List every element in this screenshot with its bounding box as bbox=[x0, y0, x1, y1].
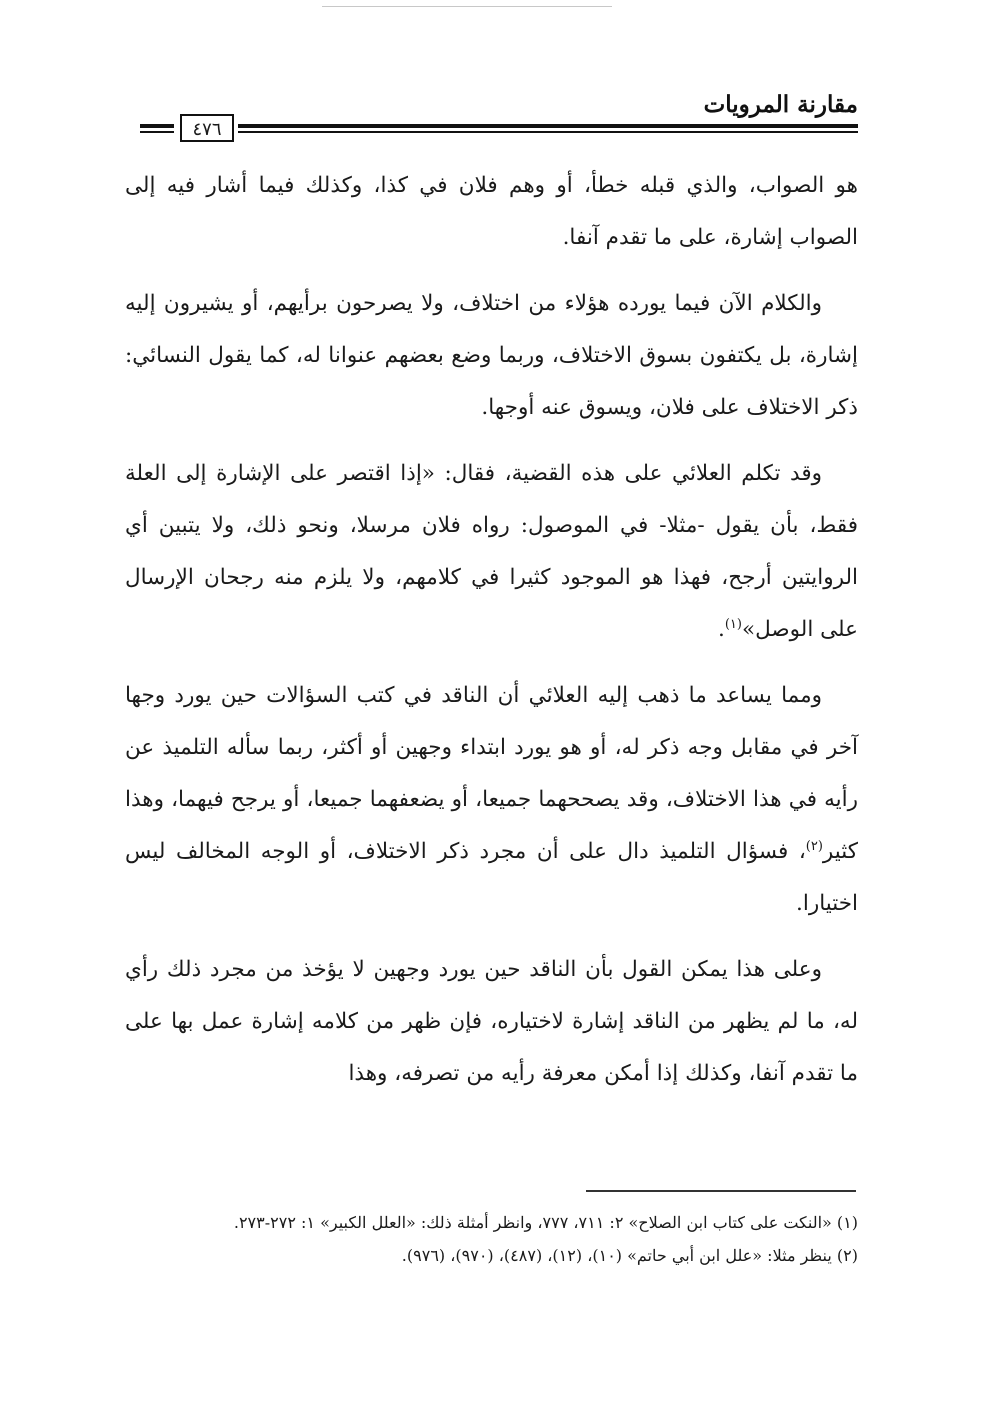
footnote-mark-2: (٢) bbox=[805, 838, 823, 854]
header-rule-thin bbox=[238, 131, 858, 133]
paragraph-4 bbox=[125, 670, 858, 930]
paragraph-4-continued: ، فسؤال التلميذ دال على أن مجرد ذكر الاختلاف، أو الوجه المخالف ليس اختيارا. bbox=[125, 839, 858, 916]
footnote-mark-1: (١) bbox=[724, 616, 742, 632]
paragraph-1: هو الصواب، والذي قبله خطأ، أو وهم فلان في كذا، وكذلك فيما أشار فيه إلى الصواب إشارة، على ما تقدم آنفا. bbox=[125, 173, 858, 250]
footnotes bbox=[125, 1206, 858, 1272]
page-number: ٤٧٦ bbox=[180, 114, 234, 142]
running-title: مقارنة المرويات bbox=[703, 91, 858, 118]
top-edge-line bbox=[322, 6, 612, 7]
header-rule-left-thick bbox=[140, 124, 174, 128]
footnote-2: (٢) ينظر مثلا: «علل ابن أبي حاتم» (١٠)، (١٢)، (٤٨٧)، (٩٧٠)، (٩٧٦). bbox=[401, 1246, 858, 1265]
footnote-1: (١) «النكت على كتاب ابن الصلاح» ٢: ٧١١، ٧٧٧، وانظر أمثلة ذلك: «العلل الكبير» ١: ٢٧٢-٢٧٣. bbox=[233, 1213, 858, 1232]
paragraph-3-text: وقد تكلم العلائي على هذه القضية، فقال: «إذا اقتصر على الإشارة إلى العلة فقط، بأن يقول -مثلا- في الموصول: رواه فلان مرسلا، ونحو ذلك، ولا يتبين أي الروايتين أرجح، فهذا هو الموجود كثيرا في كلامهم، ولا يلزم منه رجحان الإرسال على الوصل» bbox=[125, 461, 858, 642]
paragraph-3 bbox=[125, 448, 858, 656]
paragraph-5: وعلى هذا يمكن القول بأن الناقد حين يورد وجهين لا يؤخذ من مجرد ذلك رأي له، ما لم يظهر من الناقد إشارة لاختياره، فإن ظهر من كلامه إشارة عمل بها على ما تقدم آنفا، وكذلك إذا أمكن معرفة رأيه من تصرفه، وهذا bbox=[125, 957, 858, 1086]
header-rule-left-thin bbox=[140, 131, 174, 133]
paragraph-2: والكلام الآن فيما يورده هؤلاء من اختلاف، ولا يصرحون برأيهم، أو يشيرون إليه إشارة، بل يكتفون بسوق الاختلاف، وربما وضع بعضهم عنوانا له، كما يقول النسائي: ذكر الاختلاف على فلان، ويسوق عنه أوجها. bbox=[125, 291, 858, 420]
footnote-separator bbox=[586, 1190, 856, 1192]
header-rule-thick bbox=[238, 124, 858, 128]
main-text bbox=[125, 160, 858, 1108]
page-header bbox=[140, 90, 858, 150]
paragraph-4-text: ومما يساعد ما ذهب إليه العلائي أن الناقد في كتب السؤالات حين يورد وجها آخر في مقابل وجه ذكر له، أو هو يورد ابتداء وجهين أو أكثر، ربما سأله التلميذ عن رأيه في هذا الاختلاف، وقد يصححهما جميعا، أو يضعفهما جميعا، أو يرجح فيهما، وهذا كثير bbox=[125, 683, 858, 864]
paragraph-3-end: . bbox=[717, 617, 725, 642]
